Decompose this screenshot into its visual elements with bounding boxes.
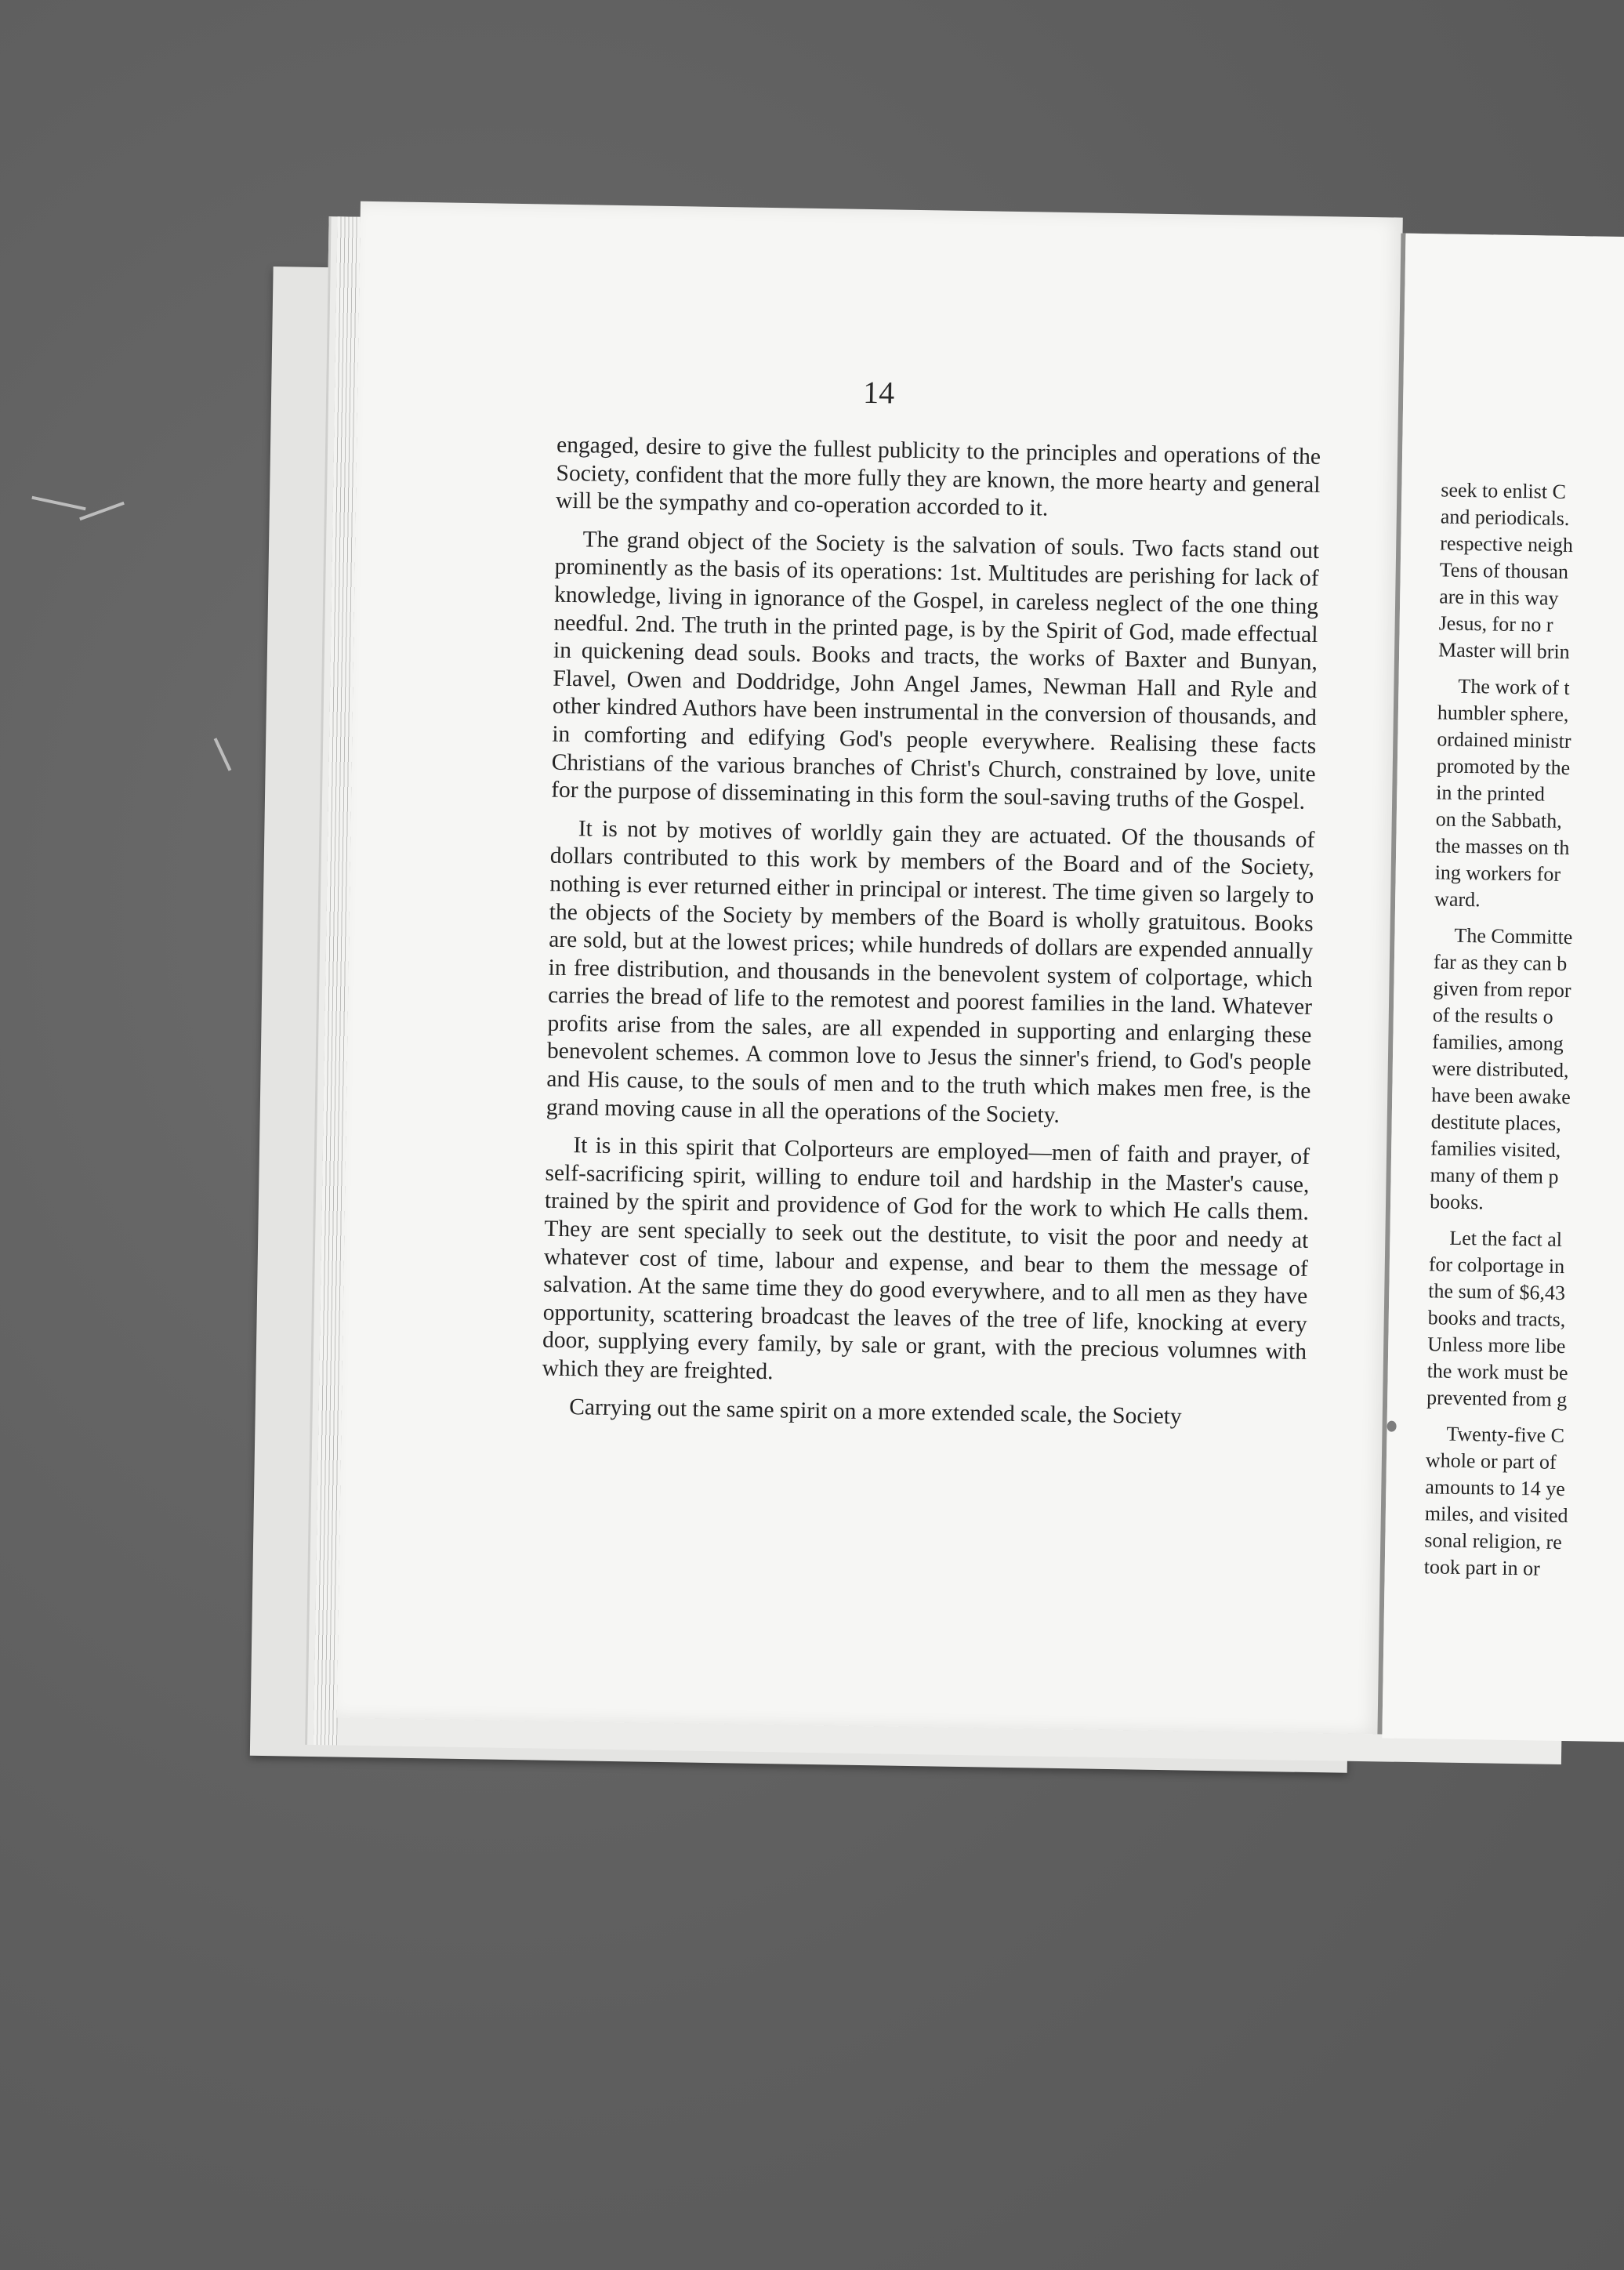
fragment-line: the masses on th bbox=[1435, 834, 1570, 860]
fragment-line: of the results o bbox=[1432, 1003, 1553, 1028]
fragment-line: prevented from g bbox=[1426, 1386, 1568, 1412]
fragment-paragraph bbox=[1424, 1420, 1624, 1585]
fragment-line: were distributed, bbox=[1431, 1057, 1569, 1082]
fragment-line: many of them p bbox=[1430, 1163, 1559, 1188]
fragment-line: books and tracts, bbox=[1427, 1306, 1566, 1332]
fragment-paragraph bbox=[1434, 673, 1624, 917]
fragment-line: ward. bbox=[1434, 887, 1481, 912]
right-page-text bbox=[1423, 477, 1624, 1594]
fragment-line: on the Sabbath, bbox=[1435, 807, 1563, 832]
fragment-line: promoted by the bbox=[1436, 754, 1571, 780]
fragment-line: Let the fact al bbox=[1449, 1226, 1563, 1251]
open-book bbox=[250, 200, 1624, 1789]
fragment-paragraph bbox=[1426, 1224, 1624, 1416]
fragment-line: far as they can b bbox=[1433, 950, 1568, 976]
fragment-line: whole or part of bbox=[1425, 1449, 1557, 1474]
fragment-line: are in this way bbox=[1439, 585, 1559, 610]
fragment-line: Tens of thousan bbox=[1439, 558, 1569, 583]
fragment-line: humbler sphere, bbox=[1437, 701, 1569, 727]
paragraph: engaged, desire to give the fullest publicity to the principles and operations of the Society, confident that the more fully they are known, the more hearty and general will be the sympathy and co-operation accorded to it. bbox=[555, 432, 1321, 521]
fragment-line: ing workers for bbox=[1434, 861, 1561, 886]
paragraph: Carrying out the same spirit on a more extended scale, the Society bbox=[569, 1394, 1182, 1429]
ink-spot bbox=[1387, 1420, 1396, 1431]
right-page bbox=[1382, 234, 1624, 1743]
fragment-line: respective neigh bbox=[1440, 531, 1574, 557]
fragment-paragraph bbox=[1438, 477, 1624, 668]
fragment-line: and periodicals. bbox=[1440, 505, 1570, 531]
fragment-line: The work of t bbox=[1458, 674, 1570, 700]
fragment-line: The Committe bbox=[1454, 923, 1573, 949]
fragment-line: families, among bbox=[1432, 1030, 1564, 1055]
fragment-line: Master will brin bbox=[1437, 638, 1570, 664]
fragment-line: sonal religion, re bbox=[1424, 1528, 1562, 1554]
paragraph: The grand object of the Society is the salvation of souls. Two facts stand out prominently as the basis of its operations: 1st. Multitudes are perishing for lack of knowledge, living in ignorance of the Gospel, in careless neglect of the one thing needful. 2nd. The truth in the printed page, is by the Spirit of God, made effectual in quickening dead souls. Books and tracts, the works of Baxter and Bunyan, Flavel, Owen and Doddridge, John Angel James, Newman Hall and Ryle and other kindred Authors have been instrumental in the conversion of thousands, and in comforting and edifying God's people everywhere. Realising these facts Christians of the various branches of Christ's Church, constrained by love, unite for the purpose of disseminating in this form the soul-saving truths of the Gospel. bbox=[550, 527, 1320, 814]
fragment-line: seek to enlist C bbox=[1441, 478, 1567, 503]
fragment-line: destitute places, bbox=[1430, 1110, 1561, 1135]
fragment-line: the work must be bbox=[1426, 1359, 1568, 1385]
fragment-line: amounts to 14 ye bbox=[1425, 1475, 1565, 1501]
paragraph: It is not by motives of worldly gain they are actuated. Of the thousands of dollars contributed to this work by members of the Board and of the Society, nothing is ever returned either in principal or interest. The time given so largely to the objects of the Society by members of the Board is wholly gratuitous. Books are sold, but at the lowest prices; while hundreds of dollars are expended annually in free distribution, and thousands in the benevolent system of colportage, which carries the bread of life to the remotest and poorest families in the land. Whatever profits arise from the sales, are all expended in supporting and enlarging these benevolent schemes. A common love to Jesus the sinner's friend, to God's people and His cause, to the souls of men and to the truth which makes men free, is the grand moving cause in all the operations of the Society. bbox=[546, 815, 1315, 1128]
fragment-line: Unless more libe bbox=[1427, 1333, 1566, 1358]
fragment-line: Jesus, for no r bbox=[1438, 611, 1553, 636]
page-number: 14 bbox=[862, 374, 895, 411]
fragment-line: given from repor bbox=[1433, 977, 1571, 1003]
fragment-line: for colportage in bbox=[1428, 1253, 1565, 1278]
paragraph: It is in this spirit that Colporteurs are employed—men of faith and prayer, of self-sacrificing spirit, willing to endure toil and hardship in the Master's cause, trained by the spirit and providence of God for the work to which He calls them. They are sent specially to seek out the destitute, to visit the poor and needy at whatever cost of time, labour and expense, and bear to them the message of salvation. At the same time they do good everywhere, and to all men as they have opportunity, scattering broadcast the leaves of the tree of life, knocking at every door, supplying every family, by sale or grant, with the precious volumnes with which they are freighted. bbox=[542, 1133, 1310, 1385]
fragment-line: took part in or bbox=[1423, 1555, 1541, 1580]
fragment-line: have been awake bbox=[1431, 1083, 1571, 1109]
fragment-line: ordained ministr bbox=[1437, 727, 1571, 753]
fragment-line: Twenty-five C bbox=[1446, 1422, 1565, 1448]
fragment-line: books. bbox=[1429, 1190, 1484, 1214]
fragment-line: the sum of $6,43 bbox=[1428, 1279, 1566, 1305]
fragment-paragraph bbox=[1430, 922, 1624, 1220]
fragment-line: in the printed bbox=[1436, 781, 1546, 806]
left-page bbox=[337, 201, 1403, 1735]
left-page-text bbox=[541, 432, 1321, 1443]
fragment-line: miles, and visited bbox=[1424, 1502, 1568, 1528]
fragment-line: families visited, bbox=[1430, 1137, 1561, 1162]
